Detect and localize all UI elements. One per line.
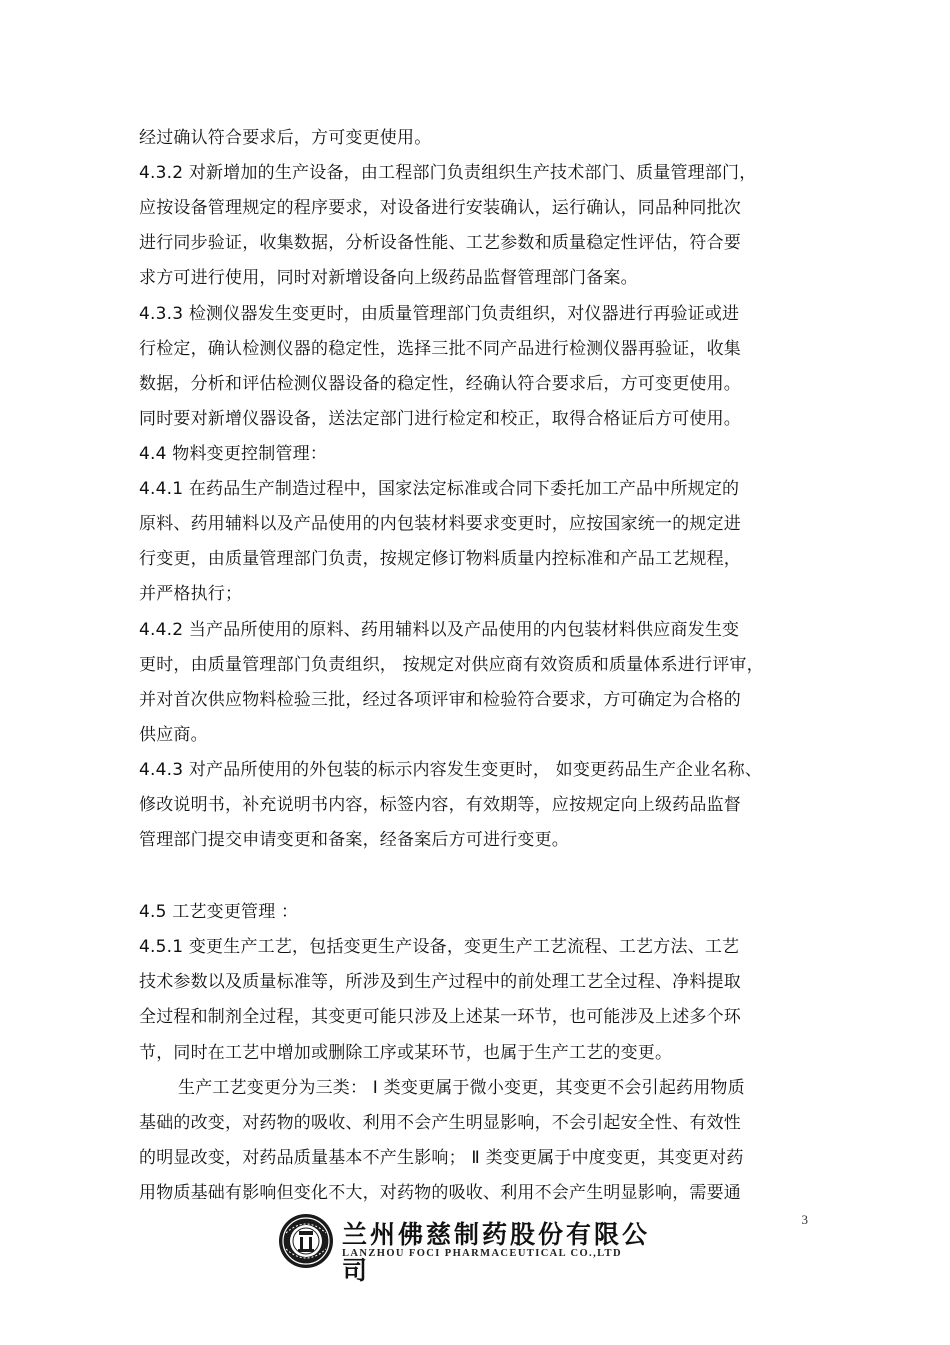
body-line: 用物质基础有影响但变化不大，对药物的吸收、利用不会产生明显影响，需要通: [139, 1183, 741, 1203]
body-line: 4.4.2 当产品所使用的原料、药用辅料以及产品使用的内包装材料供应商发生变: [139, 620, 740, 640]
body-line: 数据，分析和评估检测仪器设备的稳定性，经确认符合要求后，方可变更使用。: [139, 374, 741, 394]
body-line: 应按设备管理规定的程序要求，对设备进行安装确认，运行确认，同品种同批次: [139, 198, 741, 218]
body-line: 4.5.1 变更生产工艺，包括变更生产设备，变更生产工艺流程、工艺方法、工艺: [139, 937, 740, 957]
body-line: 修改说明书，补充说明书内容，标签内容，有效期等，应按规定向上级药品监督: [139, 795, 741, 815]
body-line: 经过确认符合要求后，方可变更使用。: [139, 128, 432, 148]
company-name-cn: 兰州佛慈制药股份有限公司: [342, 1220, 651, 1285]
body-line: 4.3.3 检测仪器发生变更时，由质量管理部门负责组织，对仪器进行再验证或进: [139, 304, 740, 324]
body-line: 全过程和制剂全过程，其变更可能只涉及上述某一环节，也可能涉及上述多个环: [139, 1007, 741, 1027]
section-heading: 4.5 工艺变更管理 ：: [139, 902, 299, 922]
body-line: 行变更，由质量管理部门负责，按规定修订物料质量内控标准和产品工艺规程，: [139, 549, 741, 569]
section-heading: 4.4 物料变更控制管理：: [139, 444, 328, 464]
body-line: 原料、药用辅料以及产品使用的内包装材料要求变更时，应按国家统一的规定进: [139, 514, 741, 534]
body-line: 管理部门提交申请变更和备案，经备案后方可进行变更。: [139, 830, 569, 850]
body-line: 并严格执行；: [139, 584, 243, 604]
body-line: 技术参数以及质量标准等，所涉及到生产过程中的前处理工艺全过程、净料提取: [139, 972, 741, 992]
body-line: 4.4.3 对产品所使用的外包装的标示内容发生变更时， 如变更药品生产企业名称、: [139, 760, 763, 780]
body-line: 进行同步验证，收集数据，分析设备性能、工艺参数和质量稳定性评估，符合要: [139, 233, 741, 253]
body-line: 节，同时在工艺中增加或删除工序或某环节，也属于生产工艺的变更。: [139, 1043, 673, 1063]
body-line: 求方可进行使用，同时对新增设备向上级药品监督管理部门备案。: [139, 268, 638, 288]
body-line: 的明显改变，对药品质量基本不产生影响； Ⅱ 类变更属于中度变更，其变更对药: [139, 1148, 744, 1168]
footer-logo: [278, 1213, 658, 1285]
body-line: 4.3.2 对新增加的生产设备，由工程部门负责组织生产技术部门、质量管理部门，: [139, 163, 757, 183]
body-line: 4.4.1 在药品生产制造过程中，国家法定标准或合同下委托加工产品中所规定的: [139, 479, 740, 499]
body-line: 更时，由质量管理部门负责组织， 按规定对供应商有效资质和质量体系进行评审，: [139, 655, 764, 675]
body-line: 基础的改变，对药物的吸收、利用不会产生明显影响，不会引起安全性、有效性: [139, 1113, 741, 1133]
body-line: 生产工艺变更分为三类： Ⅰ 类变更属于微小变更，其变更不会引起药用物质: [178, 1078, 745, 1098]
page-number: 3: [801, 1212, 808, 1227]
company-name-en: LANZHOU FOCI PHARMACEUTICAL CO.,LTD: [342, 1248, 622, 1259]
body-line: 行检定，确认检测仪器的稳定性，选择三批不同产品进行检测仪器再验证，收集: [139, 339, 741, 359]
company-seal-icon: [278, 1213, 334, 1269]
body-line: 并对首次供应物料检验三批，经过各项评审和检验符合要求，方可确定为合格的: [139, 690, 741, 710]
body-line: 供应商。: [139, 725, 208, 745]
body-line: 同时要对新增仪器设备，送法定部门进行检定和校正，取得合格证后方可使用。: [139, 409, 741, 429]
